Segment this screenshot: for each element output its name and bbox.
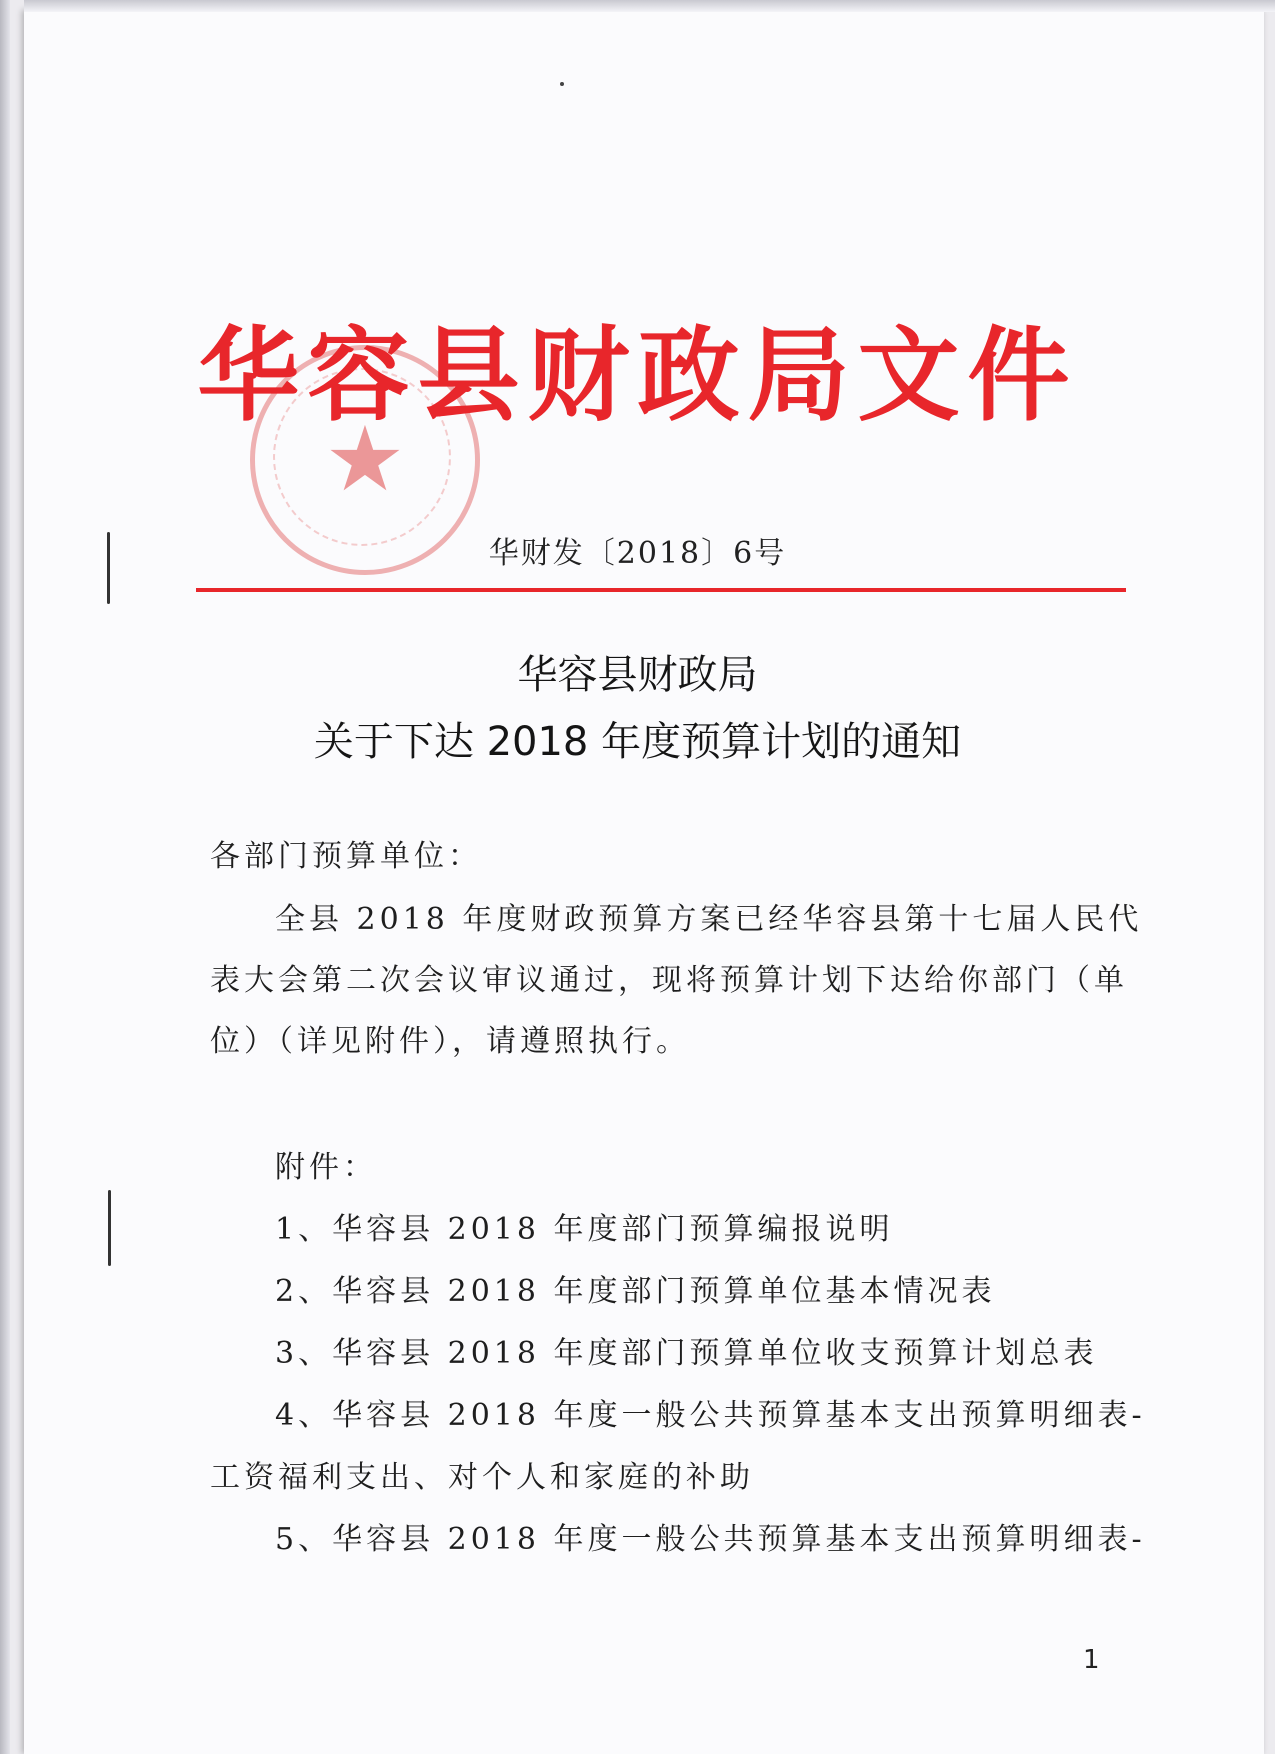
scan-top-edge: [24, 0, 1275, 12]
body-paragraph-line: 位）（详见附件），请遵照执行。: [210, 1024, 690, 1059]
attachment-item: 4、华容县 2018 年度一般公共预算基本支出预算明细表-: [275, 1398, 1146, 1433]
issuer-heading: 华容县财政局文件: [197, 316, 1078, 436]
scan-left-edge: [0, 0, 10, 1754]
attachments-label: 附件：: [275, 1150, 377, 1185]
seal-star-icon: ★: [324, 407, 406, 512]
notice-title-line1: 华容县财政局: [517, 652, 758, 698]
scan-speck: [560, 82, 564, 86]
body-paragraph-line: 全县 2018 年度财政预算方案已经华容县第十七届人民代: [275, 902, 1143, 937]
red-divider-line: [196, 588, 1126, 592]
notice-title-line2: 关于下达 2018 年度预算计划的通知: [313, 719, 962, 765]
attachment-item: 3、华容县 2018 年度部门预算单位收支预算计划总表: [275, 1336, 1098, 1371]
salutation: 各部门预算单位：: [210, 839, 482, 874]
document-number: 华财发〔2018〕6号: [488, 536, 787, 571]
attachment-item: 2、华容县 2018 年度部门预算单位基本情况表: [275, 1274, 996, 1309]
attachment-item-continuation: 工资福利支出、对个人和家庭的补助: [210, 1460, 754, 1495]
body-paragraph-line: 表大会第二次会议审议通过，现将预算计划下达给你部门（单: [210, 963, 1128, 998]
attachment-item: 5、华容县 2018 年度一般公共预算基本支出预算明细表-: [275, 1522, 1146, 1557]
page-number: 1: [1083, 1645, 1100, 1675]
binding-mark: [108, 1190, 111, 1266]
attachment-item: 1、华容县 2018 年度部门预算编报说明: [275, 1212, 894, 1247]
